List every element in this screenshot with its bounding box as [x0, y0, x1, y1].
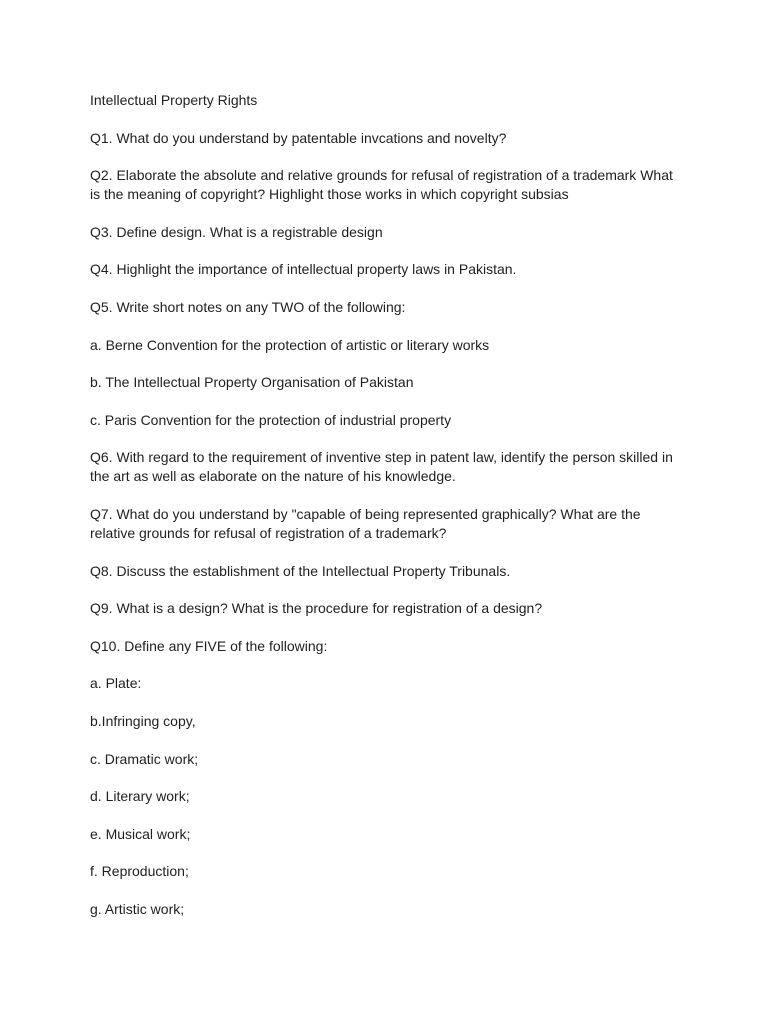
question-5-option-c: c. Paris Convention for the protection of industrial property — [90, 411, 452, 428]
question-10-option-f: f. Reproduction; — [90, 863, 189, 880]
question-10-option-g: g. Artistic work; — [90, 900, 185, 917]
document-title: Intellectual Property Rights — [90, 92, 258, 108]
question-2: Q2. Elaborate the absolute and relative grounds for refusal of registration of a trademark What is the meaning of copyright? Highlight those works in which copyright subsias — [90, 167, 673, 203]
document-content — [90, 91, 680, 937]
question-10-option-e: e. Musical work; — [90, 825, 191, 842]
question-7: Q7. What do you understand by "capable of being represented graphically? What are the relative grounds for refusal of registration of a trademark? — [90, 505, 641, 541]
question-10-option-a: a. Plate: — [90, 675, 142, 692]
question-5: Q5. Write short notes on any TWO of the following: — [90, 298, 406, 315]
question-1: Q1. What do you understand by patentable invcations and novelty? — [90, 129, 507, 146]
question-10-option-b: b.Infringing copy, — [90, 712, 196, 729]
question-5-option-a: a. Berne Convention for the protection of artistic or literary works — [90, 336, 490, 353]
question-6: Q6. With regard to the requirement of inventive step in patent law, identify the person skilled in the art as well as elaborate on the nature of his knowledge. — [90, 449, 673, 485]
question-10: Q10. Define any FIVE of the following: — [90, 637, 328, 654]
question-3: Q3. Define design. What is a registrable design — [90, 223, 383, 240]
question-5-option-b: b. The Intellectual Property Organisation of Pakistan — [90, 374, 414, 391]
question-9: Q9. What is a design? What is the procedure for registration of a design? — [90, 600, 543, 617]
question-8: Q8. Discuss the establishment of the Intellectual Property Tribunals. — [90, 562, 511, 579]
question-10-option-d: d. Literary work; — [90, 788, 190, 805]
question-10-option-c: c. Dramatic work; — [90, 750, 199, 767]
question-4: Q4. Highlight the importance of intellectual property laws in Pakistan. — [90, 261, 517, 278]
